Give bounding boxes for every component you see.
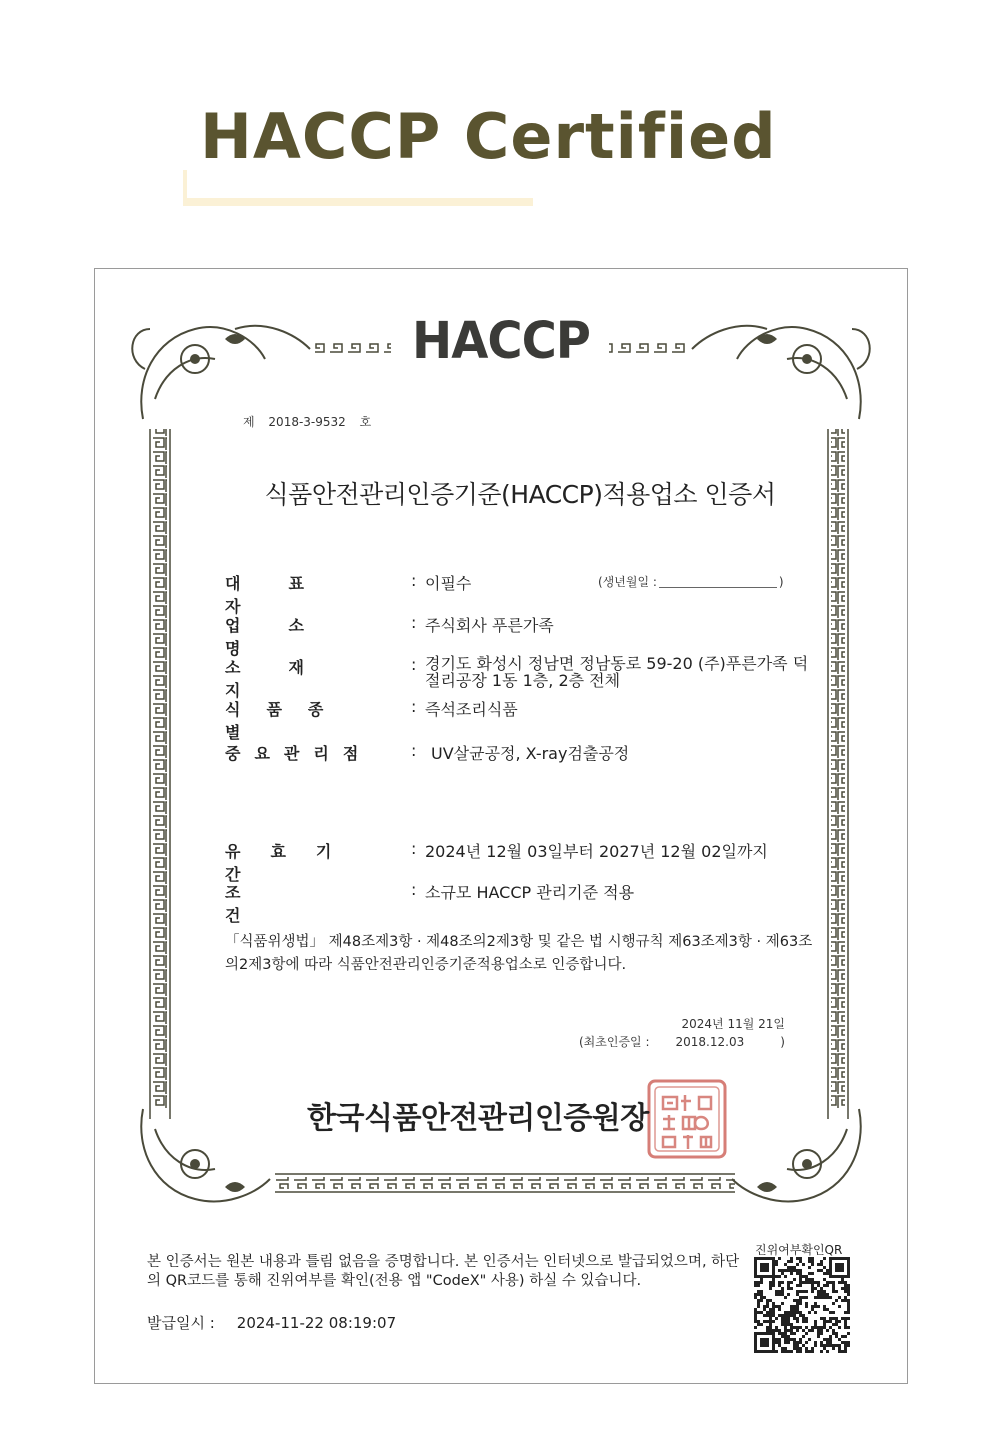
birth-date <box>598 573 784 590</box>
field-value-business-name: 주식회사 푸른가족 <box>425 616 554 635</box>
field-label-address <box>225 655 383 701</box>
title-underline <box>183 198 533 206</box>
colon: : <box>411 571 417 590</box>
issue-date: 2024년 11월 21일 <box>681 1017 785 1031</box>
issuer-name: 한국식품안전관리인증원장 <box>307 1101 649 1136</box>
field-value-condition: 소규모 HACCP 관리기준 적용 <box>425 883 635 902</box>
field-label-representative <box>225 571 383 617</box>
cert-number-suffix: 호 <box>359 415 372 429</box>
qr-label: 진위여부확인QR <box>755 1243 843 1257</box>
field-value-ccp: UV살균공정, X-ray검출공정 <box>431 744 630 763</box>
authenticity-notice: 본 인증서는 원본 내용과 틀림 없음을 증명합니다. 본 인증서는 인터넷으로 발급되었으며, 하단의 QR코드를 통해 진위여부를 확인(전용 앱 "CodeX" 사용) 하실 수 있습니다. <box>147 1254 740 1289</box>
label-text: 유효기간 <box>225 842 362 884</box>
first-cert-close: ) <box>780 1035 785 1049</box>
colon: : <box>411 839 417 858</box>
page-title: HACCP Certified <box>200 100 777 173</box>
official-seal <box>645 1077 729 1161</box>
cert-number-value: 2018-3-9532 <box>268 415 346 429</box>
label-text: 식품종별 <box>225 700 350 742</box>
field-value-representative: 이필수 <box>425 574 472 593</box>
label-text: 업소명 <box>225 616 352 658</box>
birth-blank <box>659 587 777 588</box>
field-label-ccp <box>225 741 383 764</box>
decorative-frame <box>95 269 907 1383</box>
field-label-validity <box>225 839 383 885</box>
first-cert-label: (최초인증일 : <box>579 1035 650 1049</box>
first-cert-date: 2018.12.03 <box>675 1035 745 1049</box>
field-label-food-type <box>225 697 383 743</box>
field-value-address: 경기도 화성시 정남면 정남동로 59-20 (주)푸른가족 덕절리공장 1동 1층, 2층 전체 <box>425 654 809 690</box>
colon: : <box>411 880 417 899</box>
field-label-business-name <box>225 613 383 659</box>
colon: : <box>411 741 417 760</box>
colon: : <box>411 655 417 674</box>
field-value-validity: 2024년 12월 03일부터 2027년 12월 02일까지 <box>425 842 768 861</box>
haccp-logo: HACCP <box>412 311 590 371</box>
label-text: 중요관리점 <box>225 744 373 763</box>
label-text: 조건 <box>225 883 321 925</box>
qr-code[interactable] <box>753 1257 851 1353</box>
certificate-document <box>94 268 908 1384</box>
certificate-heading: 식품안전관리인증기준(HACCP)적용업소 인증서 <box>264 480 776 509</box>
birth-label: (생년월일 : <box>598 575 657 589</box>
label-text: 소재지 <box>225 658 352 700</box>
title-underline-side <box>183 170 187 206</box>
field-value-food-type: 즉석조리식품 <box>425 700 518 719</box>
colon: : <box>411 613 417 632</box>
birth-close: ) <box>778 575 784 589</box>
issued-label: 발급일시 : <box>147 1314 215 1332</box>
field-label-condition <box>225 880 383 926</box>
cert-number-prefix: 제 <box>243 415 255 429</box>
colon: : <box>411 697 417 716</box>
label-text: 대표자 <box>225 574 352 616</box>
issued-value: 2024-11-22 08:19:07 <box>236 1314 397 1332</box>
issued-datetime <box>147 1312 396 1333</box>
first-certification-date <box>579 1033 785 1050</box>
legal-statement: 「식품위생법」 제48조제3항 · 제48조의2제3항 및 같은 법 시행규칙 제63조제3항 · 제63조의2제3항에 따라 식품안전관리인증기준적용업소로 인증합니다. <box>225 934 813 973</box>
certificate-number <box>243 413 381 430</box>
